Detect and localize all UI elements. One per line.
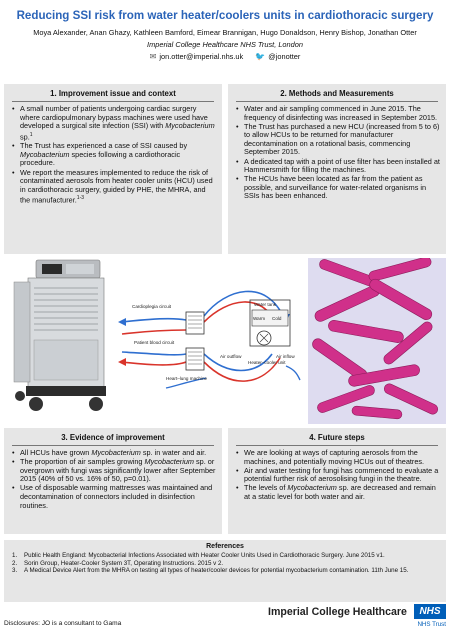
section-heading: 4. Future steps bbox=[309, 433, 365, 442]
reference-item: 1. Public Health England: Mycobacterial Infections Associated with Heater Cooler Units Used in Cardiothoracic Surgery. June 2015 v1. bbox=[12, 552, 385, 559]
section-future-steps bbox=[228, 428, 446, 534]
mycobacterium-micrograph-image bbox=[308, 258, 446, 424]
label-cardioplegia: Cardioplegia circuit bbox=[132, 304, 172, 309]
section-heading: 1. Improvement issue and context bbox=[50, 89, 176, 98]
email-contact[interactable] bbox=[150, 52, 244, 61]
twitter-handle: @jonotter bbox=[268, 52, 301, 61]
heater-cooler-machine-image bbox=[6, 258, 114, 424]
poster-title: Reducing SSI risk from water heater/coolers units in cardiothoracic surgery bbox=[16, 9, 434, 22]
bullet-item: • The Trust has experienced a case of SSI caused by Mycobacterium species following a cardiothoracic procedure. bbox=[12, 142, 216, 168]
twitter-contact[interactable] bbox=[255, 52, 300, 61]
label-patient-blood: Patient blood circuit bbox=[134, 340, 175, 345]
label-heart-lung: Heart–lung machine bbox=[166, 376, 208, 381]
bullet-item: • The Trust has purchased a new HCU (increased from 5 to 6) to allow HCUs to be returned for manufacturer decontamination on a rotational basis, commencing September 2015. bbox=[236, 123, 440, 157]
label-air-outflow: Air outflow bbox=[220, 354, 242, 359]
contact-line bbox=[0, 52, 450, 61]
section-heading: 2. Methods and Measurements bbox=[280, 89, 394, 98]
bullet-item: • All HCUs have grown Mycobacterium sp. in water and air. bbox=[12, 449, 216, 458]
reference-item: 3. A Medical Device Alert from the MHRA on testing all types of heater/cooler devices for potential mycobacterium contamination. 11th June 15. bbox=[12, 567, 409, 575]
imperial-nhs-logo bbox=[268, 604, 446, 632]
bullet-item: • Use of disposable warming mattresses was maintained and decontamination of connectors included in disinfection routines. bbox=[12, 484, 216, 510]
reference-list bbox=[4, 550, 446, 575]
nhs-badge: NHS bbox=[414, 604, 446, 619]
reference-item: 2. Sorin Group, Heater-Cooler System 3T, Operating Instructions. 2015 v 2. bbox=[12, 559, 224, 567]
logo-name: Imperial College Healthcare bbox=[268, 606, 407, 618]
references-heading: References bbox=[206, 543, 244, 550]
bullet-item: • A small number of patients undergoing cardiac surgery where cardiopulmonary bypass machines were used have developed a surgical site infection (SSI) with Mycobacterium sp.$^1$ bbox=[12, 105, 216, 142]
logo-trust: NHS Trust bbox=[417, 621, 446, 628]
label-water-tank: Water tank bbox=[254, 302, 277, 307]
label-air-inflow: Air inflow bbox=[276, 354, 295, 359]
bullet-list bbox=[4, 102, 222, 205]
bullet-list bbox=[4, 446, 222, 510]
bullet-list bbox=[228, 446, 446, 502]
circuit-diagram bbox=[116, 258, 306, 424]
section-evidence bbox=[4, 428, 222, 534]
bullet-item: • We report the measures implemented to reduce the risk of contaminated aerosols from heater cooler units (HCU) used in cardiothoracic surgery, guided by PHE, the MHRA, and the manufacturer.$^{1-3}$ bbox=[12, 169, 216, 206]
email-text: jon.otter@imperial.nhs.uk bbox=[159, 52, 244, 61]
references-box bbox=[4, 540, 446, 602]
section-heading: 3. Evidence of improvement bbox=[61, 433, 165, 442]
bullet-item: • The levels of Mycobacterium sp. are decreased and remain at a static level for both water and air. bbox=[236, 484, 440, 501]
section-improvement-issue bbox=[4, 84, 222, 254]
bullet-item: • A dedicated tap with a point of use filter has been installed at Hammersmith for filling the machines. bbox=[236, 158, 440, 175]
label-warm: Warm bbox=[253, 316, 266, 321]
author-list: Moya Alexander, Anan Ghazy, Kathleen Bamford, Eimear Brannigan, Hugo Donaldson, Henry Bishop, Jonathan Otter bbox=[33, 28, 417, 37]
bullet-item: • The HCUs have been located as far from the patient as possible, and surveillance for water-related organisms in SSIs has been enhanced. bbox=[236, 175, 440, 201]
bullet-item: • Air and water testing for fungi has commenced to evaluate a potential further risk of aerosolising fungi in the theatre. bbox=[236, 467, 440, 484]
bullet-item: • We are looking at ways of capturing aerosols from the machines, and potentially moving HCUs out of theatres. bbox=[236, 449, 440, 466]
label-heater-cooler: Heater–cooler unit bbox=[248, 360, 286, 365]
disclosures: Disclosures: JO is a consultant to Gama bbox=[4, 620, 122, 627]
envelope-icon: ✉ bbox=[149, 52, 157, 61]
label-cold: Cold bbox=[272, 316, 282, 321]
affiliation: Imperial College Healthcare NHS Trust, London bbox=[147, 40, 303, 49]
bullet-item: • Water and air sampling commenced in June 2015. The frequency of disinfecting was increased in September 2015. bbox=[236, 105, 440, 122]
bullet-item: • The proportion of air samples growing Mycobacterium sp. or overgrown with fungi was significantly lower after September 2015 (40% of 50 vs. 16% of 50, p=0.01). bbox=[12, 458, 216, 484]
section-methods bbox=[228, 84, 446, 254]
twitter-bird-icon: 🐦 bbox=[255, 52, 266, 61]
bullet-list bbox=[228, 102, 446, 201]
